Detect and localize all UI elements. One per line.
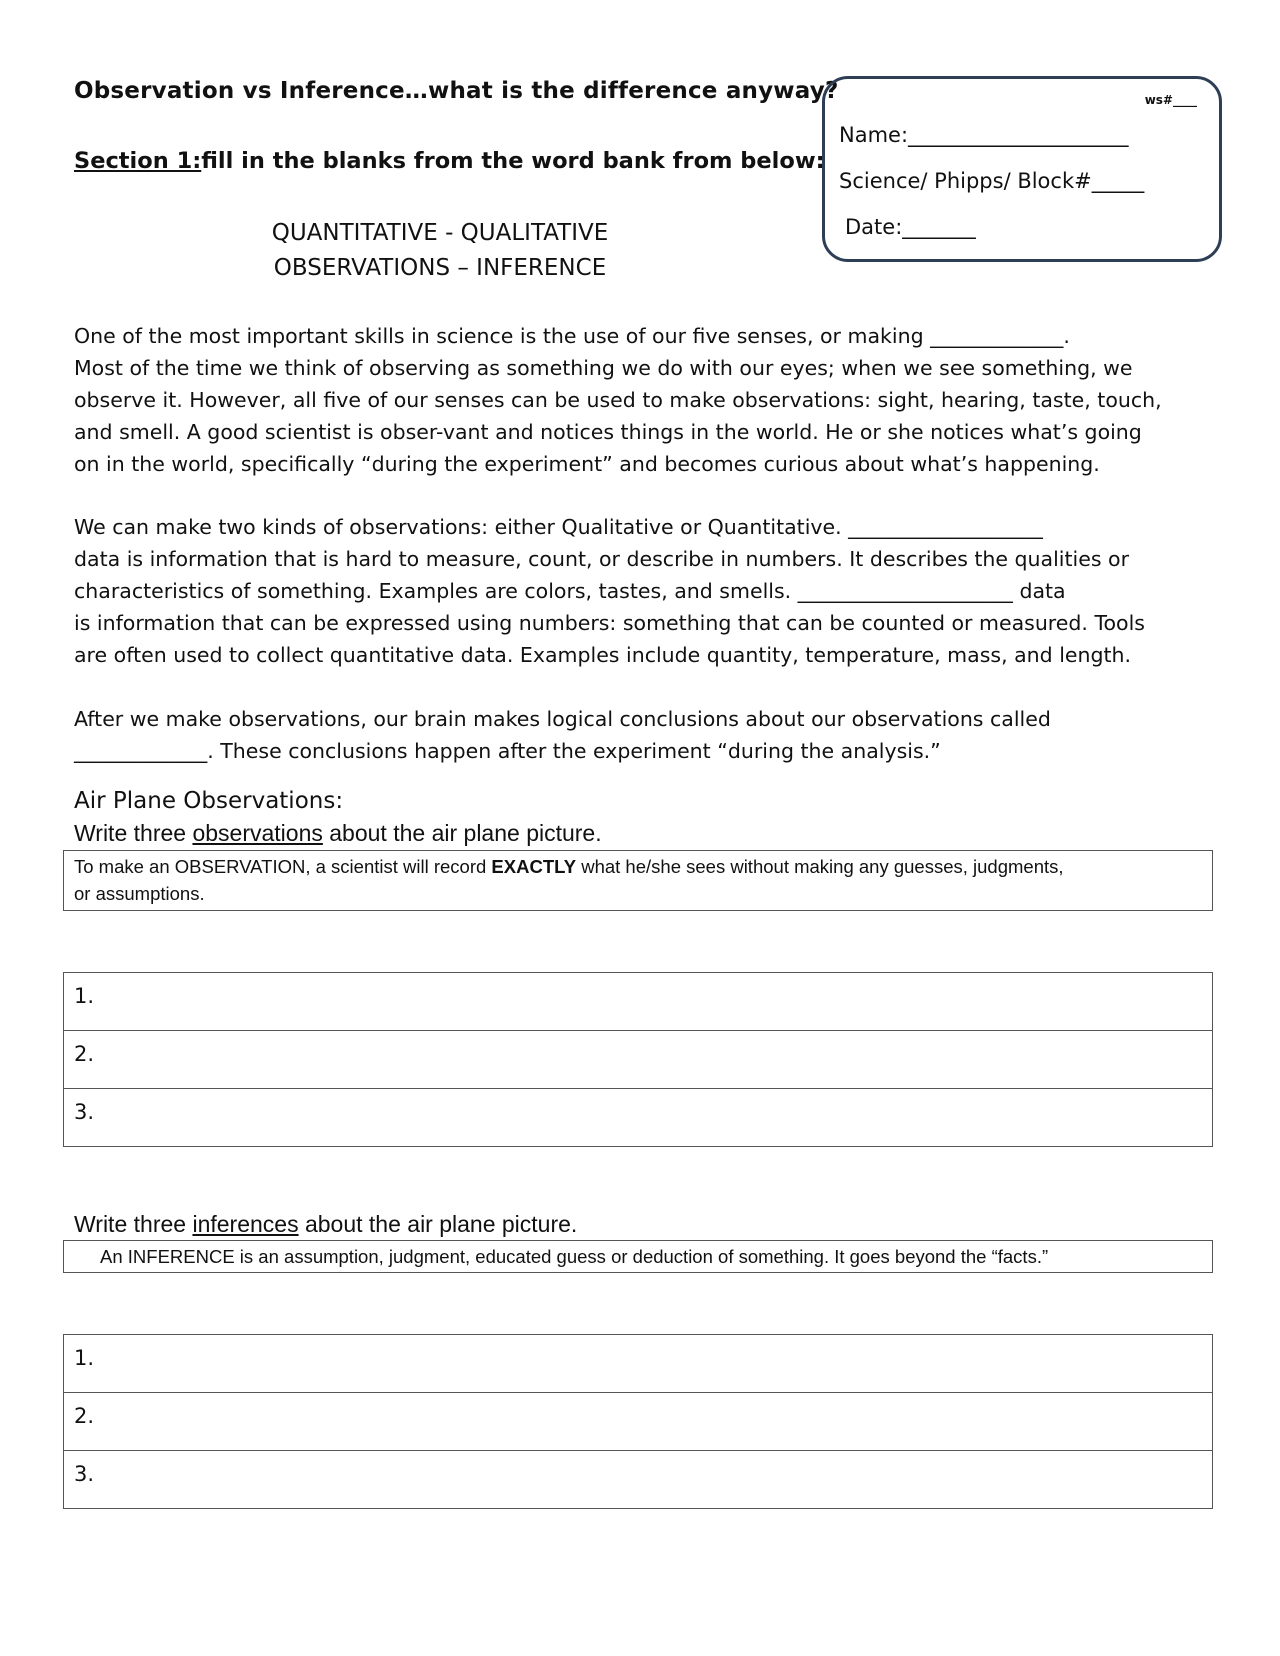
answer-row[interactable]: [64, 1335, 1213, 1393]
inferences-prompt: [74, 1211, 577, 1238]
student-info-box: [822, 76, 1222, 262]
definition-emphasis: EXACTLY: [491, 856, 577, 877]
definition-text: To make an OBSERVATION, a scientist will record: [74, 856, 492, 877]
paragraph-line: is information that can be expressed using numbers: something that can be counted or measured. Tools: [74, 611, 1145, 635]
section-1-instruction: [74, 148, 825, 174]
answer-row[interactable]: [64, 1031, 1213, 1089]
answer-row[interactable]: [64, 1451, 1213, 1509]
definition-text: or assumptions.: [74, 883, 205, 904]
paragraph-line: and smell. A good scientist is obser-vant and notices things in the world. He or she notices what’s going: [74, 420, 1142, 444]
word-bank-line-1: QUANTITATIVE - QUALITATIVE: [271, 220, 609, 246]
inference-definition-box: [63, 1240, 1213, 1273]
answer-row[interactable]: [64, 1089, 1213, 1147]
paragraph-line: on in the world, specifically “during the experiment” and becomes curious about what’s happening.: [74, 452, 1100, 476]
paragraph-line: Most of the time we think of observing as something we do with our eyes; when we see something, we: [74, 356, 1133, 380]
word-bank-line-2: OBSERVATIONS – INFERENCE: [273, 255, 607, 281]
paragraph-line: We can make two kinds of observations: either Qualitative or Quantitative. ___________________: [74, 515, 1043, 539]
row-number: 3.: [74, 1100, 95, 1124]
block-field[interactable]: Science/ Phipps/ Block#_____: [839, 169, 1145, 193]
section-instruction-text: fill in the blanks from the word bank from below:: [201, 148, 825, 174]
row-number: 1.: [74, 984, 95, 1008]
definition-text: An INFERENCE is an assumption, judgment, educated guess or deduction of something. It goes beyond the “facts.”: [100, 1246, 1049, 1267]
observations-prompt: [74, 820, 602, 847]
observations-answer-table: [63, 972, 1213, 1147]
section-label: Section 1:: [74, 148, 202, 174]
prompt-keyword: observations: [192, 820, 323, 846]
inferences-answer-table: [63, 1334, 1213, 1509]
paragraph-line: characteristics of something. Examples are colors, tastes, and smells. _____________________ data: [74, 579, 1066, 603]
prompt-text: about the air plane picture.: [298, 1211, 578, 1237]
prompt-text: Write three: [74, 1211, 193, 1237]
word-bank: [120, 216, 760, 286]
paragraph-line: After we make observations, our brain makes logical conclusions about our observations called: [74, 707, 1051, 731]
paragraph-line: observe it. However, all five of our senses can be used to make observations: sight, hearing, taste, touch,: [74, 388, 1162, 412]
name-field[interactable]: Name:_____________________: [839, 123, 1129, 147]
worksheet-number: ws#____: [1144, 93, 1197, 107]
prompt-text: Write three: [74, 820, 193, 846]
definition-text: what he/she sees without making any guesses, judgments,: [576, 856, 1064, 877]
date-field[interactable]: Date:_______: [845, 215, 976, 239]
row-number: 2.: [74, 1042, 95, 1066]
answer-row[interactable]: [64, 973, 1213, 1031]
airplane-heading: Air Plane Observations:: [74, 788, 344, 814]
paragraph-line: data is information that is hard to measure, count, or describe in numbers. It describes the qualities or: [74, 547, 1130, 571]
observation-definition-box: [63, 850, 1213, 911]
row-number: 3.: [74, 1462, 95, 1486]
paragraph-line: are often used to collect quantitative data. Examples include quantity, temperature, mass, and length.: [74, 643, 1132, 667]
paragraph-qualitative-quantitative: [74, 511, 1214, 671]
paragraph-observations: [74, 320, 1214, 480]
row-number: 2.: [74, 1404, 95, 1428]
prompt-keyword: inferences: [192, 1211, 299, 1237]
paragraph-line: One of the most important skills in science is the use of our five senses, or making _____________.: [74, 324, 1070, 348]
prompt-text: about the air plane picture.: [322, 820, 602, 846]
row-number: 1.: [74, 1346, 95, 1370]
paragraph-line: _____________. These conclusions happen after the experiment “during the analysis.”: [74, 739, 941, 763]
paragraph-inference: [74, 703, 1214, 767]
page-title: Observation vs Inference…what is the difference anyway?: [74, 78, 839, 104]
answer-row[interactable]: [64, 1393, 1213, 1451]
